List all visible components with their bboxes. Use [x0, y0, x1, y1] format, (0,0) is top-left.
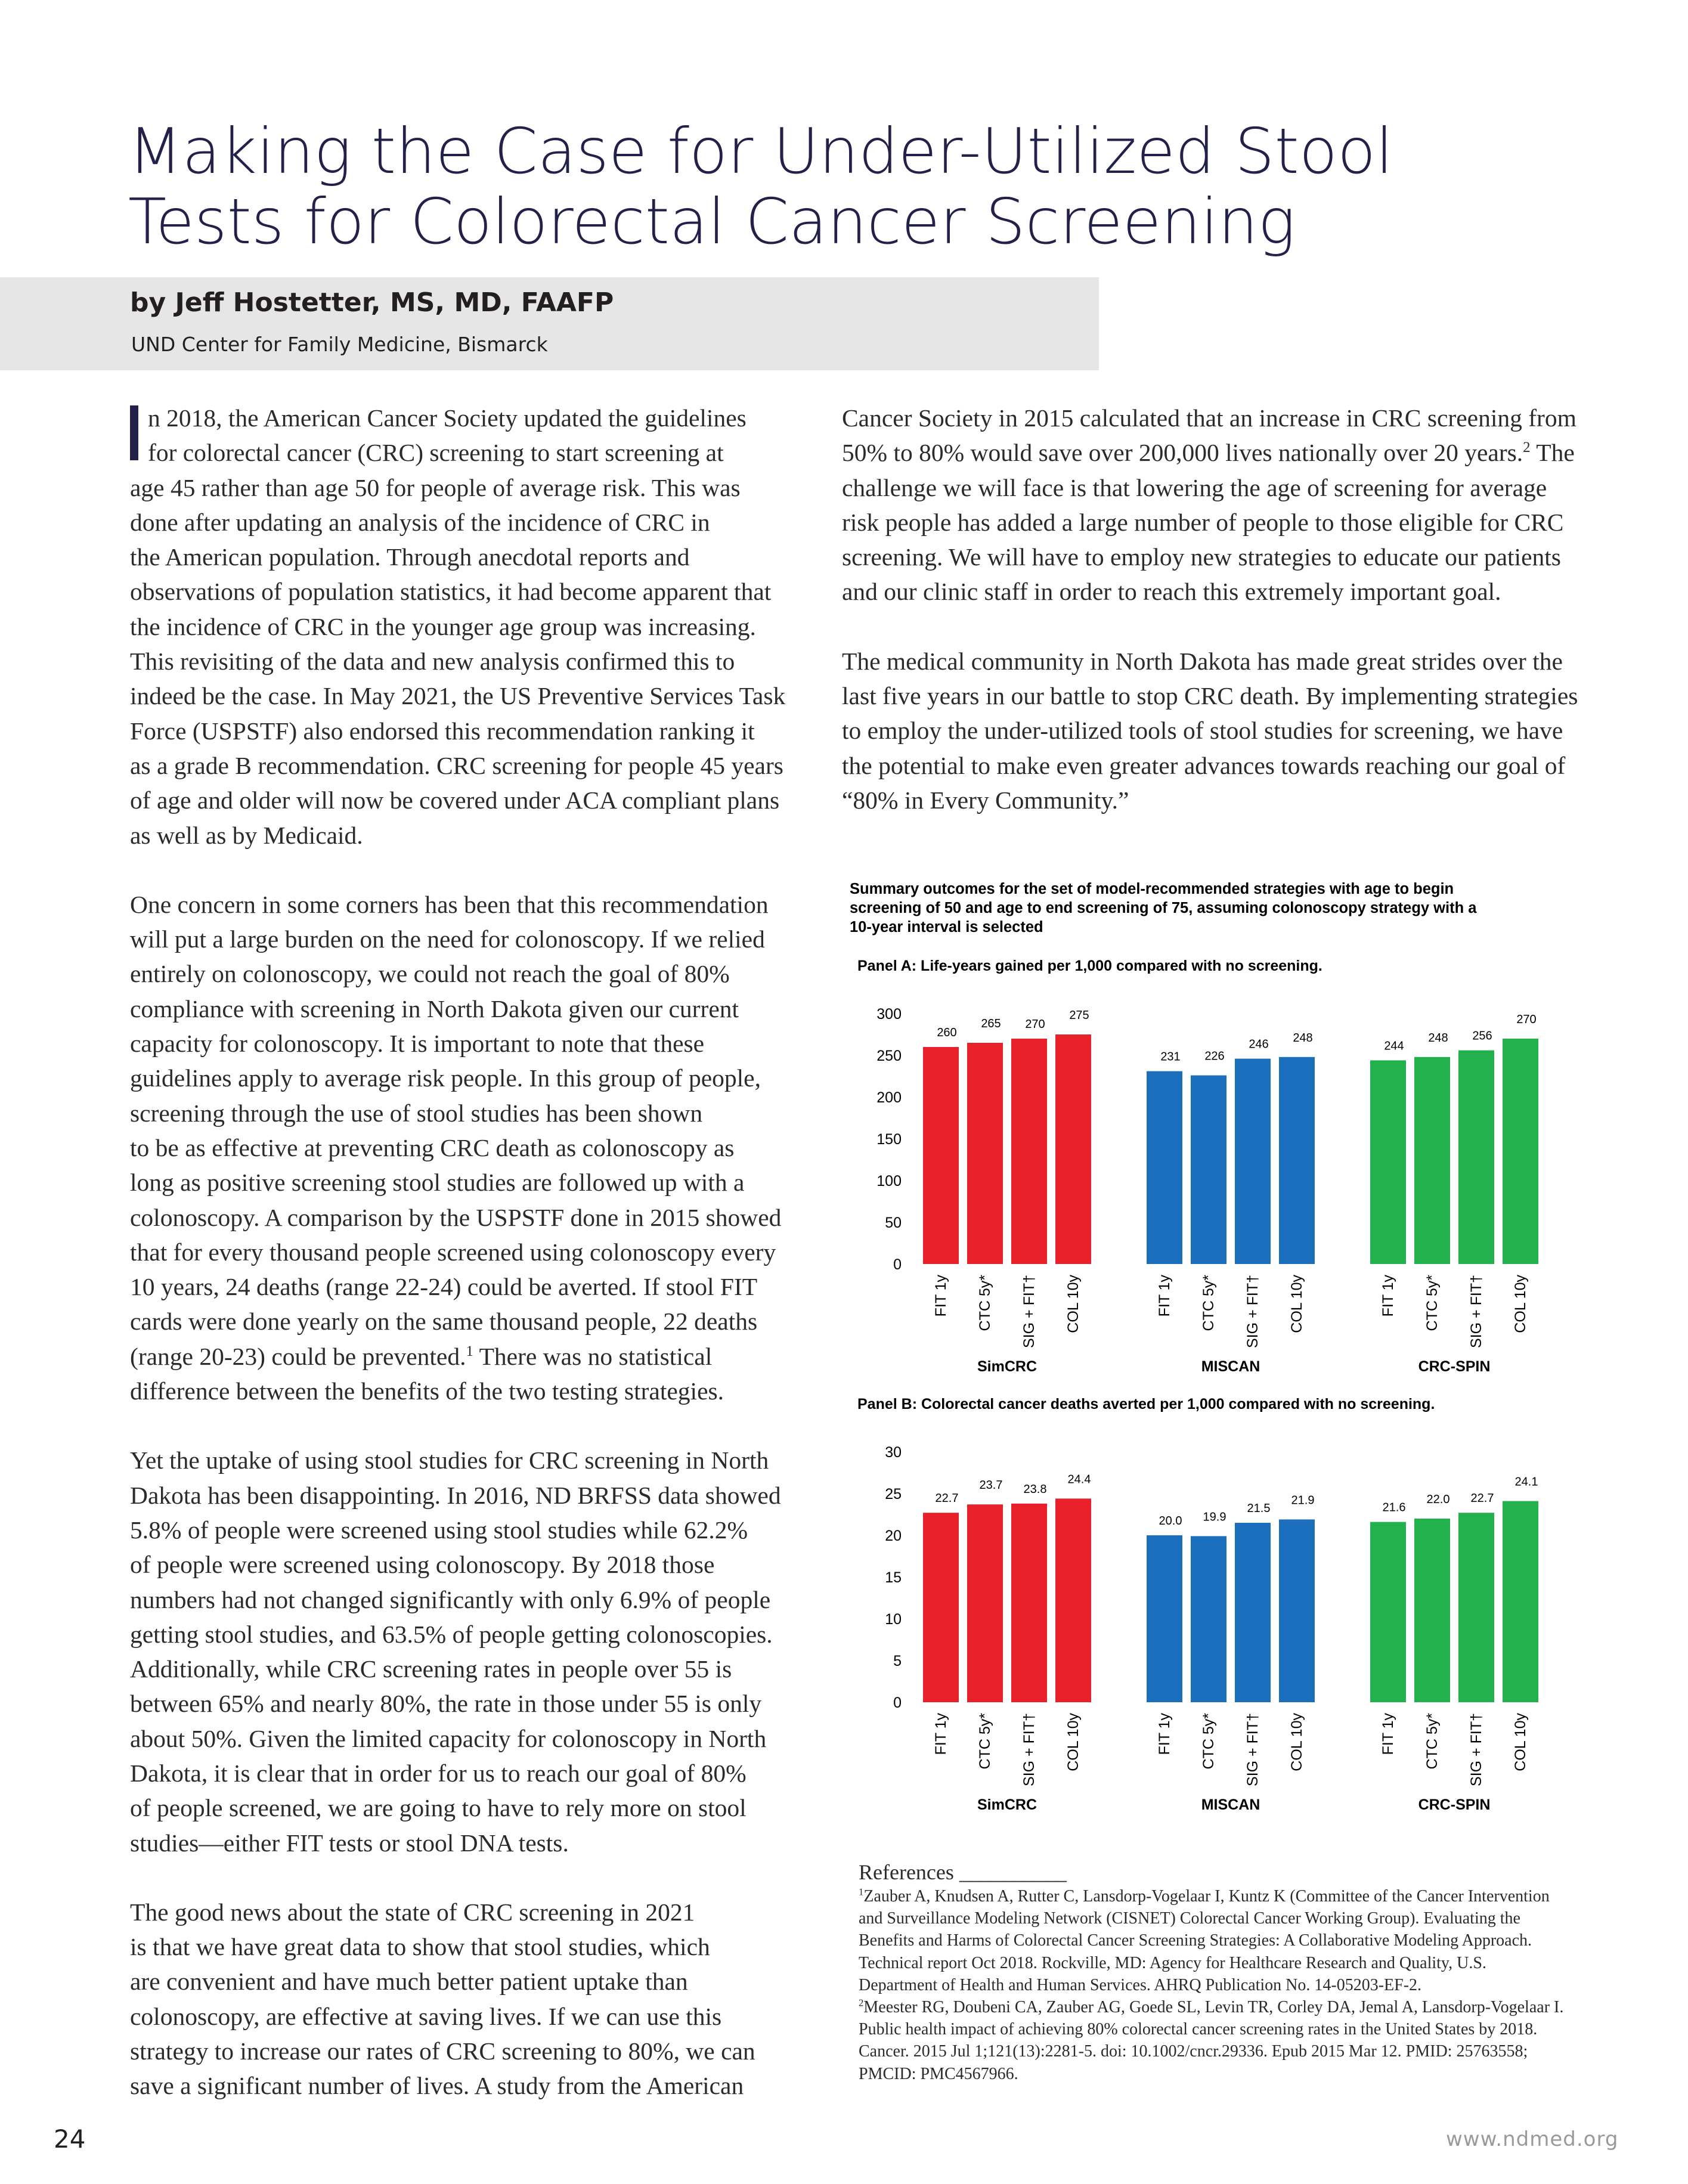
x-tick-label: COL 10y — [1065, 1275, 1082, 1333]
title-line-1: Making the Case for Under-Utilized Stool — [128, 115, 1393, 188]
title-line-2: Tests for Colorectal Cancer Screening — [128, 185, 1296, 258]
right-column — [842, 401, 1578, 852]
x-tick-label: SIG + FIT† — [1244, 1275, 1261, 1348]
text-segment: the potential to make even greater advances towards reaching our goal of — [842, 751, 1566, 779]
bar — [1503, 1039, 1538, 1264]
text-line — [842, 505, 1575, 540]
group-label: MISCAN — [1201, 1796, 1260, 1813]
bar — [1370, 1060, 1406, 1264]
text-segment: as well as by Medicaid. — [130, 821, 363, 849]
reference-line — [859, 1907, 1616, 1929]
text-line — [842, 401, 1575, 435]
text-line — [130, 1026, 798, 1061]
bar — [1191, 1536, 1226, 1702]
bar — [1055, 1034, 1091, 1264]
text-line — [130, 1964, 798, 1999]
text-segment: studies—either FIT tests or stool DNA tests. — [130, 1829, 569, 1857]
text-segment: getting stool studies, and 63.5% of people getting colonoscopies. — [130, 1620, 773, 1648]
text-line — [130, 1304, 798, 1339]
group-label: MISCAN — [1201, 1358, 1260, 1375]
data-label: 24.1 — [1514, 1475, 1538, 1489]
data-label: 260 — [937, 1026, 957, 1039]
text-segment: n 2018, the American Cancer Society updated the guidelines — [148, 404, 747, 432]
text-line — [842, 644, 1575, 679]
x-tick-label: FIT 1y — [1156, 1713, 1173, 1755]
bar — [1414, 1519, 1450, 1702]
text-segment: colonoscopy. A comparison by the USPSTF done in 2015 showed — [130, 1203, 782, 1231]
bar — [923, 1047, 959, 1264]
text-line — [130, 644, 798, 679]
paragraph-5 — [842, 401, 1575, 609]
text-segment: screening through the use of stool studies has been shown — [130, 1099, 703, 1127]
y-tick-label: 0 — [893, 1256, 902, 1273]
text-line — [130, 1895, 798, 1929]
reference-text: Public health impact of achieving 80% colorectal cancer screening rates in the United States by 2018. — [859, 2020, 1538, 2039]
text-segment: compliance with screening in North Dakota given our current — [130, 995, 739, 1023]
text-line — [130, 1096, 798, 1130]
y-tick-label: 100 — [876, 1173, 902, 1189]
text-segment: 50% to 80% would save over 200,000 lives nationally over 20 years. — [842, 439, 1523, 467]
y-tick-label: 250 — [876, 1048, 902, 1064]
reference-line — [859, 1952, 1616, 1974]
y-tick-label: 15 — [885, 1569, 902, 1586]
data-label: 226 — [1204, 1049, 1225, 1063]
x-tick-label: COL 10y — [1065, 1713, 1082, 1771]
data-label: 244 — [1384, 1039, 1404, 1053]
left-column — [130, 401, 798, 2138]
text-segment: the American population. Through anecdotal reports and — [130, 543, 690, 571]
text-segment: One concern in some corners has been that this recommendation — [130, 890, 769, 918]
panel-b-title: Panel B: Colorectal cancer deaths averted per 1,000 compared with no screening. — [857, 1396, 1435, 1412]
text-line — [130, 401, 798, 435]
y-tick-label: 0 — [893, 1694, 902, 1711]
data-label: 21.5 — [1247, 1502, 1271, 1515]
text-segment: risk people has added a large number of people to those eligible for CRC — [842, 508, 1564, 536]
data-label: 23.7 — [979, 1479, 1003, 1492]
text-segment: The medical community in North Dakota has made great strides over the — [842, 647, 1563, 675]
text-line — [130, 1235, 798, 1269]
text-segment: to employ the under-utilized tools of stool studies for screening, we have — [842, 717, 1563, 745]
text-line — [130, 1513, 798, 1547]
text-segment: are convenient and have much better patient uptake than — [130, 1968, 688, 1996]
text-line — [130, 540, 798, 574]
data-label: 21.6 — [1382, 1501, 1406, 1514]
bar — [967, 1504, 1003, 1702]
text-segment: last five years in our battle to stop CRC death. By implementing strategies — [842, 682, 1578, 710]
bar — [1370, 1522, 1406, 1702]
text-line — [130, 922, 798, 956]
bar — [1414, 1057, 1450, 1264]
text-line — [130, 1999, 798, 2034]
text-line — [130, 1582, 798, 1617]
paragraph-1 — [130, 401, 798, 853]
y-tick-label: 150 — [876, 1131, 902, 1148]
x-tick-label: CTC 5y* — [1424, 1713, 1441, 1770]
text-segment: between 65% and nearly 80%, the rate in those under 55 is only — [130, 1690, 762, 1718]
group-label: SimCRC — [977, 1796, 1037, 1813]
x-tick-label: COL 10y — [1289, 1275, 1305, 1333]
x-tick-label: CTC 5y* — [977, 1713, 993, 1770]
text-line — [130, 1756, 798, 1790]
text-segment: that for every thousand people screened using colonoscopy every — [130, 1238, 776, 1266]
text-segment: strategy to increase our rates of CRC screening to 80%, we can — [130, 2037, 755, 2065]
website-url: www.ndmed.org — [1446, 2127, 1619, 2151]
text-segment: 5.8% of people were screened using stool studies while 62.2% — [130, 1516, 748, 1544]
text-line — [130, 470, 798, 505]
chart-heading-line: 10-year interval is selected — [850, 919, 1043, 935]
y-tick-label: 30 — [885, 1444, 902, 1461]
text-line — [130, 609, 798, 644]
text-segment: Cancer Society in 2015 calculated that an increase in CRC screening from — [842, 404, 1577, 432]
data-label: 270 — [1516, 1013, 1537, 1026]
text-line — [130, 505, 798, 540]
text-line — [130, 1061, 798, 1095]
text-line — [130, 435, 798, 470]
y-tick-label: 10 — [885, 1611, 902, 1628]
footnote-marker: 1 — [466, 1343, 473, 1359]
bar — [967, 1043, 1003, 1264]
x-tick-label: COL 10y — [1512, 1713, 1529, 1771]
reference-text: Meester RG, Doubeni CA, Zauber AG, Goede SL, Levin TR, Corley DA, Jemal A, Lansdorp-Vogelaar I. — [863, 1998, 1564, 2017]
data-label: 265 — [981, 1017, 1001, 1030]
reference-number: 1 — [859, 1886, 864, 1898]
text-segment: age 45 rather than age 50 for people of average risk. This was — [130, 473, 741, 501]
author-affiliation: UND Center for Family Medicine, Bismarck — [131, 333, 548, 356]
text-segment: of people screened, we are going to have to rely more on stool — [130, 1794, 747, 1822]
y-tick-label: 25 — [885, 1486, 902, 1503]
text-segment: The — [1530, 439, 1575, 467]
paragraph-6 — [842, 644, 1578, 817]
text-segment: of age and older will now be covered under ACA compliant plans — [130, 786, 780, 814]
text-segment: as a grade B recommendation. CRC screening for people 45 years — [130, 751, 783, 779]
reference-line — [859, 2018, 1616, 2040]
reference-text: PMCID: PMC4567966. — [859, 2064, 1018, 2083]
text-segment: of people were screened using colonoscopy. By 2018 those — [130, 1551, 715, 1579]
text-line — [130, 1478, 798, 1513]
y-tick-label: 200 — [876, 1089, 902, 1106]
x-tick-label: SIG + FIT† — [1468, 1275, 1485, 1348]
y-tick-label: 300 — [876, 1006, 902, 1023]
footnote-marker: 2 — [1523, 439, 1531, 456]
text-line — [130, 818, 798, 853]
paragraph-3 — [130, 1443, 798, 1860]
x-tick-label: COL 10y — [1512, 1275, 1529, 1333]
reference-line — [859, 2040, 1616, 2062]
group-label: CRC-SPIN — [1418, 1358, 1491, 1375]
text-line — [130, 1721, 798, 1756]
text-segment: Force (USPSTF) also endorsed this recommendation ranking it — [130, 717, 755, 745]
data-label: 275 — [1069, 1009, 1089, 1022]
text-line — [842, 783, 1575, 817]
reference-text: Benefits and Harms of Colorectal Cancer Screening Strategies: A Collaborative Modeling Approach. — [859, 1931, 1532, 1950]
data-label: 22.0 — [1426, 1493, 1450, 1506]
x-tick-label: FIT 1y — [1380, 1713, 1396, 1755]
text-line — [130, 1790, 798, 1825]
text-segment: entirely on colonoscopy, we could not reach the goal of 80% — [130, 960, 730, 988]
y-tick-label: 50 — [885, 1215, 902, 1231]
data-label: 21.9 — [1291, 1494, 1315, 1507]
data-label: 23.8 — [1023, 1482, 1047, 1496]
text-segment: about 50%. Given the limited capacity for colonoscopy in North — [130, 1724, 767, 1752]
text-line — [842, 435, 1575, 470]
group-label: SimCRC — [977, 1358, 1037, 1375]
references — [859, 1859, 1616, 2085]
bar — [1458, 1051, 1494, 1264]
chart-heading-line: screening of 50 and age to end screening of 75, assuming colonoscopy strategy with a — [850, 900, 1477, 916]
text-line — [130, 1617, 798, 1652]
bar — [1503, 1501, 1538, 1702]
text-segment: 10 years, 24 deaths (range 22-24) could be averted. If stool FIT — [130, 1273, 758, 1301]
reference-line — [859, 1929, 1616, 1951]
reference-line — [859, 2063, 1616, 2085]
text-line — [842, 679, 1578, 713]
data-label: 22.7 — [1470, 1492, 1494, 1505]
reference-text: and Surveillance Modeling Network (CISNET) Colorectal Cancer Working Group). Evaluating the — [859, 1909, 1520, 1928]
x-tick-label: COL 10y — [1289, 1713, 1305, 1771]
text-line — [130, 1547, 798, 1582]
text-line — [130, 714, 798, 748]
text-line — [130, 1826, 798, 1860]
bar — [923, 1513, 959, 1702]
x-tick-label: SIG + FIT† — [1021, 1275, 1037, 1348]
text-segment: and our clinic staff in order to reach this extremely important goal. — [842, 578, 1501, 606]
text-segment: is that we have great data to show that stool studies, which — [130, 1933, 710, 1961]
x-tick-label: FIT 1y — [1380, 1275, 1396, 1317]
text-segment: cards were done yearly on the same thousand people, 22 deaths — [130, 1308, 758, 1336]
y-tick-label: 20 — [885, 1528, 902, 1544]
text-line — [130, 1686, 798, 1721]
reference-number: 2 — [859, 1997, 864, 2009]
panel-a-chart — [850, 1002, 1589, 1383]
x-tick-label: FIT 1y — [1156, 1275, 1173, 1317]
data-label: 24.4 — [1067, 1473, 1091, 1486]
bar — [1235, 1523, 1271, 1702]
panel-b-chart — [850, 1440, 1589, 1827]
text-segment: for colorectal cancer (CRC) screening to start screening at — [148, 439, 724, 467]
text-segment: colonoscopy, are effective at saving lives. If we can use this — [130, 2002, 722, 2030]
x-tick-label: CTC 5y* — [1200, 1275, 1217, 1331]
text-segment: indeed be the case. In May 2021, the US Preventive Services Task — [130, 682, 786, 710]
text-segment: capacity for colonoscopy. It is important to note that these — [130, 1030, 705, 1058]
text-segment: There was no statistical — [473, 1342, 713, 1370]
data-label: 19.9 — [1203, 1510, 1226, 1524]
text-line — [130, 2034, 798, 2068]
text-line — [130, 1269, 798, 1304]
text-line — [130, 2068, 798, 2103]
text-segment: observations of population statistics, it had become apparent that — [130, 578, 772, 606]
text-line — [130, 679, 798, 713]
x-tick-label: SIG + FIT† — [1244, 1713, 1261, 1786]
x-tick-label: SIG + FIT† — [1468, 1713, 1485, 1786]
reference-2 — [859, 1996, 1616, 2085]
bar — [1458, 1513, 1494, 1702]
text-line — [130, 992, 798, 1026]
text-line — [130, 887, 798, 922]
data-label: 246 — [1249, 1037, 1269, 1051]
text-line — [130, 1929, 798, 1964]
chart-heading — [850, 879, 1589, 937]
reference-line — [859, 1974, 1616, 1996]
text-line — [130, 783, 798, 817]
text-segment: screening. We will have to employ new strategies to educate our patients — [842, 543, 1561, 571]
text-segment: save a significant number of lives. A study from the American — [130, 2072, 744, 2100]
text-segment: to be as effective at preventing CRC death as colonoscopy as — [130, 1133, 735, 1161]
bar — [1147, 1535, 1182, 1702]
bar — [1191, 1076, 1226, 1264]
group-label: CRC-SPIN — [1418, 1796, 1491, 1813]
text-line — [130, 956, 798, 991]
reference-line — [859, 1996, 1616, 2018]
bar — [1279, 1057, 1315, 1264]
x-tick-label: FIT 1y — [933, 1275, 949, 1317]
bar — [1011, 1039, 1047, 1264]
data-label: 20.0 — [1159, 1514, 1182, 1528]
paragraph-4 — [130, 1895, 798, 2104]
x-tick-label: SIG + FIT† — [1021, 1713, 1037, 1786]
text-segment: done after updating an analysis of the incidence of CRC in — [130, 508, 710, 536]
page-number: 24 — [54, 2124, 86, 2154]
text-line — [842, 574, 1575, 609]
data-label: 256 — [1472, 1029, 1492, 1043]
text-line — [130, 748, 798, 783]
text-segment: Additionally, while CRC screening rates in people over 55 is — [130, 1655, 732, 1683]
text-segment: the incidence of CRC in the younger age group was increasing. — [130, 612, 756, 640]
bar — [1147, 1071, 1182, 1264]
text-line — [130, 1130, 798, 1165]
text-segment: Dakota, it is clear that in order for us to reach our goal of 80% — [130, 1759, 747, 1787]
text-segment: challenge we will face is that lowering the age of screening for average — [842, 473, 1547, 501]
text-line — [842, 540, 1575, 574]
text-segment: This revisiting of the data and new analysis confirmed this to — [130, 648, 735, 676]
text-segment: Dakota has been disappointing. In 2016, ND BRFSS data showed — [130, 1481, 781, 1509]
text-line — [130, 1374, 798, 1408]
author-name: by Jeff Hostetter, MS, MD, FAAFP — [130, 287, 614, 318]
text-segment: (range 20-23) could be prevented. — [130, 1342, 466, 1370]
text-segment: difference between the benefits of the two testing strategies. — [130, 1377, 724, 1405]
data-label: 231 — [1160, 1050, 1181, 1064]
bar — [1055, 1498, 1091, 1702]
reference-1 — [859, 1885, 1616, 1996]
bar — [1235, 1059, 1271, 1264]
reference-text: Technical report Oct 2018. Rockville, MD: Agency for Healthcare Research and Quality, U.S. — [859, 1953, 1486, 1972]
data-label: 270 — [1025, 1018, 1045, 1031]
text-segment: The good news about the state of CRC screening in 2021 — [130, 1898, 695, 1926]
text-line — [842, 748, 1575, 783]
text-line — [130, 1165, 798, 1200]
text-segment: guidelines apply to average risk people. In this group of people, — [130, 1064, 761, 1092]
bar — [1011, 1504, 1047, 1702]
panel-a-title: Panel A: Life-years gained per 1,000 compared with no screening. — [857, 958, 1322, 974]
reference-text: Zauber A, Knudsen A, Rutter C, Lansdorp-Vogelaar I, Kuntz K (Committee of the Cancer Intervention — [863, 1887, 1550, 1906]
article-title — [128, 116, 1559, 257]
data-label: 22.7 — [935, 1492, 959, 1505]
text-line — [130, 1443, 798, 1477]
data-label: 248 — [1293, 1031, 1313, 1045]
text-segment: “80% in Every Community.” — [842, 786, 1129, 814]
text-line — [130, 574, 798, 609]
y-tick-label: 5 — [893, 1653, 902, 1669]
text-line — [130, 1339, 798, 1374]
reference-line — [859, 1885, 1616, 1907]
paragraph-2 — [130, 887, 798, 1408]
reference-text: Department of Health and Human Services. AHRQ Publication No. 14-05203-EF-2. — [859, 1975, 1422, 1994]
text-segment: numbers had not changed significantly with only 6.9% of people — [130, 1585, 771, 1613]
text-segment: Yet the uptake of using stool studies for CRC screening in North — [130, 1446, 769, 1474]
x-tick-label: CTC 5y* — [1200, 1713, 1217, 1770]
chart-heading-line: Summary outcomes for the set of model-recommended strategies with age to begin — [850, 881, 1454, 897]
text-line — [130, 1200, 798, 1235]
text-line — [842, 713, 1575, 748]
text-segment: will put a large burden on the need for colonoscopy. If we relied — [130, 925, 765, 953]
text-line — [842, 470, 1575, 505]
text-line — [130, 1652, 798, 1686]
bar — [1279, 1519, 1315, 1702]
x-tick-label: CTC 5y* — [1424, 1275, 1441, 1331]
reference-text: Cancer. 2015 Jul 1;121(13):2281-5. doi: 10.1002/cncr.29336. Epub 2015 Mar 12. PMID: 25763558; — [859, 2042, 1528, 2061]
x-tick-label: CTC 5y* — [977, 1275, 993, 1331]
text-segment: long as positive screening stool studies are followed up with a — [130, 1169, 745, 1197]
data-label: 248 — [1428, 1031, 1448, 1045]
references-heading: References __________ — [859, 1860, 1067, 1884]
x-tick-label: FIT 1y — [933, 1713, 949, 1755]
